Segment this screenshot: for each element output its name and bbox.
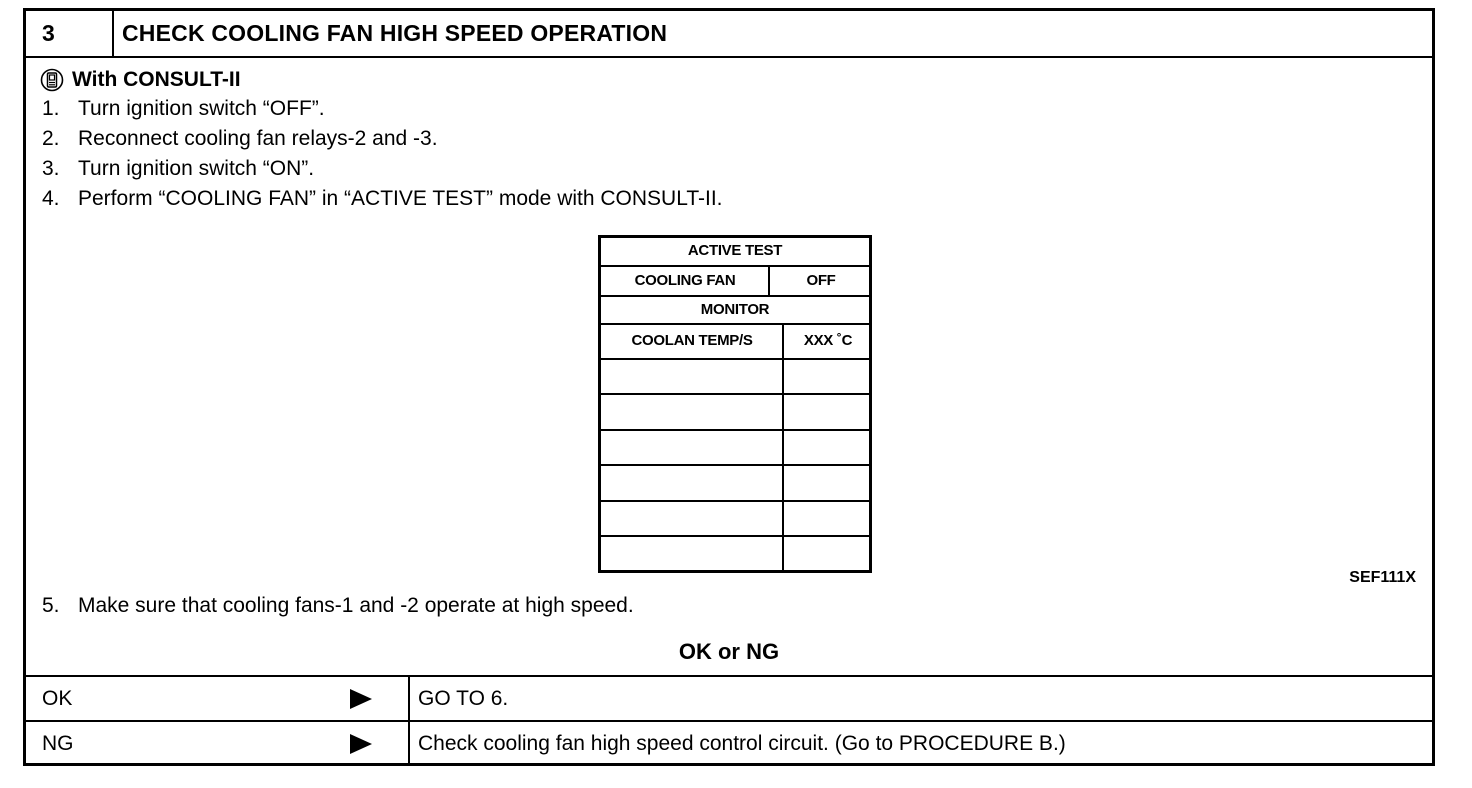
instruction-1 xyxy=(42,94,325,124)
divider xyxy=(601,464,869,466)
divider xyxy=(601,535,869,537)
instruction-number: 1. xyxy=(42,97,60,120)
instruction-number: 3. xyxy=(42,157,60,180)
coolant-temp-value: XXX ˚C xyxy=(803,332,853,349)
result-action: GO TO 6. xyxy=(418,687,509,710)
divider xyxy=(601,429,869,431)
consult-heading xyxy=(40,66,241,94)
cooling-fan-label: COOLING FAN xyxy=(634,272,736,289)
divider xyxy=(408,677,410,721)
step-title: CHECK COOLING FAN HIGH SPEED OPERATION xyxy=(122,20,668,46)
instruction-text: Turn ignition switch “ON”. xyxy=(78,157,315,180)
instruction-3 xyxy=(42,154,314,184)
consult-screen-figure xyxy=(598,235,872,573)
divider xyxy=(601,358,869,360)
instruction-text: Make sure that cooling fans-1 and -2 operate at high speed. xyxy=(78,594,634,617)
divider xyxy=(601,500,869,502)
step-header xyxy=(26,11,1432,58)
monitor-heading: MONITOR xyxy=(700,301,770,318)
instruction-4 xyxy=(42,184,723,214)
consult-tool-icon xyxy=(40,68,64,92)
instruction-number: 2. xyxy=(42,127,60,150)
result-row-ok xyxy=(26,675,1432,719)
arrow-right-icon xyxy=(350,689,372,709)
divider xyxy=(408,722,410,766)
divider xyxy=(601,393,869,395)
instruction-number: 5. xyxy=(42,594,60,617)
cooling-fan-value: OFF xyxy=(806,272,836,289)
ok-ng-title: OK or NG xyxy=(678,639,780,664)
result-label: NG xyxy=(42,732,74,755)
step-number: 3 xyxy=(26,11,114,56)
result-action: Check cooling fan high speed control circuit. (Go to PROCEDURE B.) xyxy=(418,732,1066,755)
instruction-text: Reconnect cooling fan relays-2 and -3. xyxy=(78,127,438,150)
consult-label: With CONSULT-II xyxy=(72,68,241,91)
figure-id: SEF111X xyxy=(1349,569,1416,586)
instruction-text: Turn ignition switch “OFF”. xyxy=(78,97,325,120)
divider xyxy=(601,323,869,325)
instruction-number: 4. xyxy=(42,187,60,210)
result-label: OK xyxy=(42,687,73,710)
arrow-right-icon xyxy=(350,734,372,754)
divider xyxy=(601,295,869,297)
instruction-2 xyxy=(42,124,438,154)
instruction-text: Perform “COOLING FAN” in “ACTIVE TEST” mode with CONSULT-II. xyxy=(78,187,723,210)
active-test-heading: ACTIVE TEST xyxy=(687,242,783,259)
divider xyxy=(768,265,770,296)
procedure-frame xyxy=(23,8,1435,766)
result-row-ng xyxy=(26,720,1432,764)
divider xyxy=(601,265,869,267)
instruction-5 xyxy=(42,591,634,621)
coolant-temp-label: COOLAN TEMP/S xyxy=(631,332,753,349)
